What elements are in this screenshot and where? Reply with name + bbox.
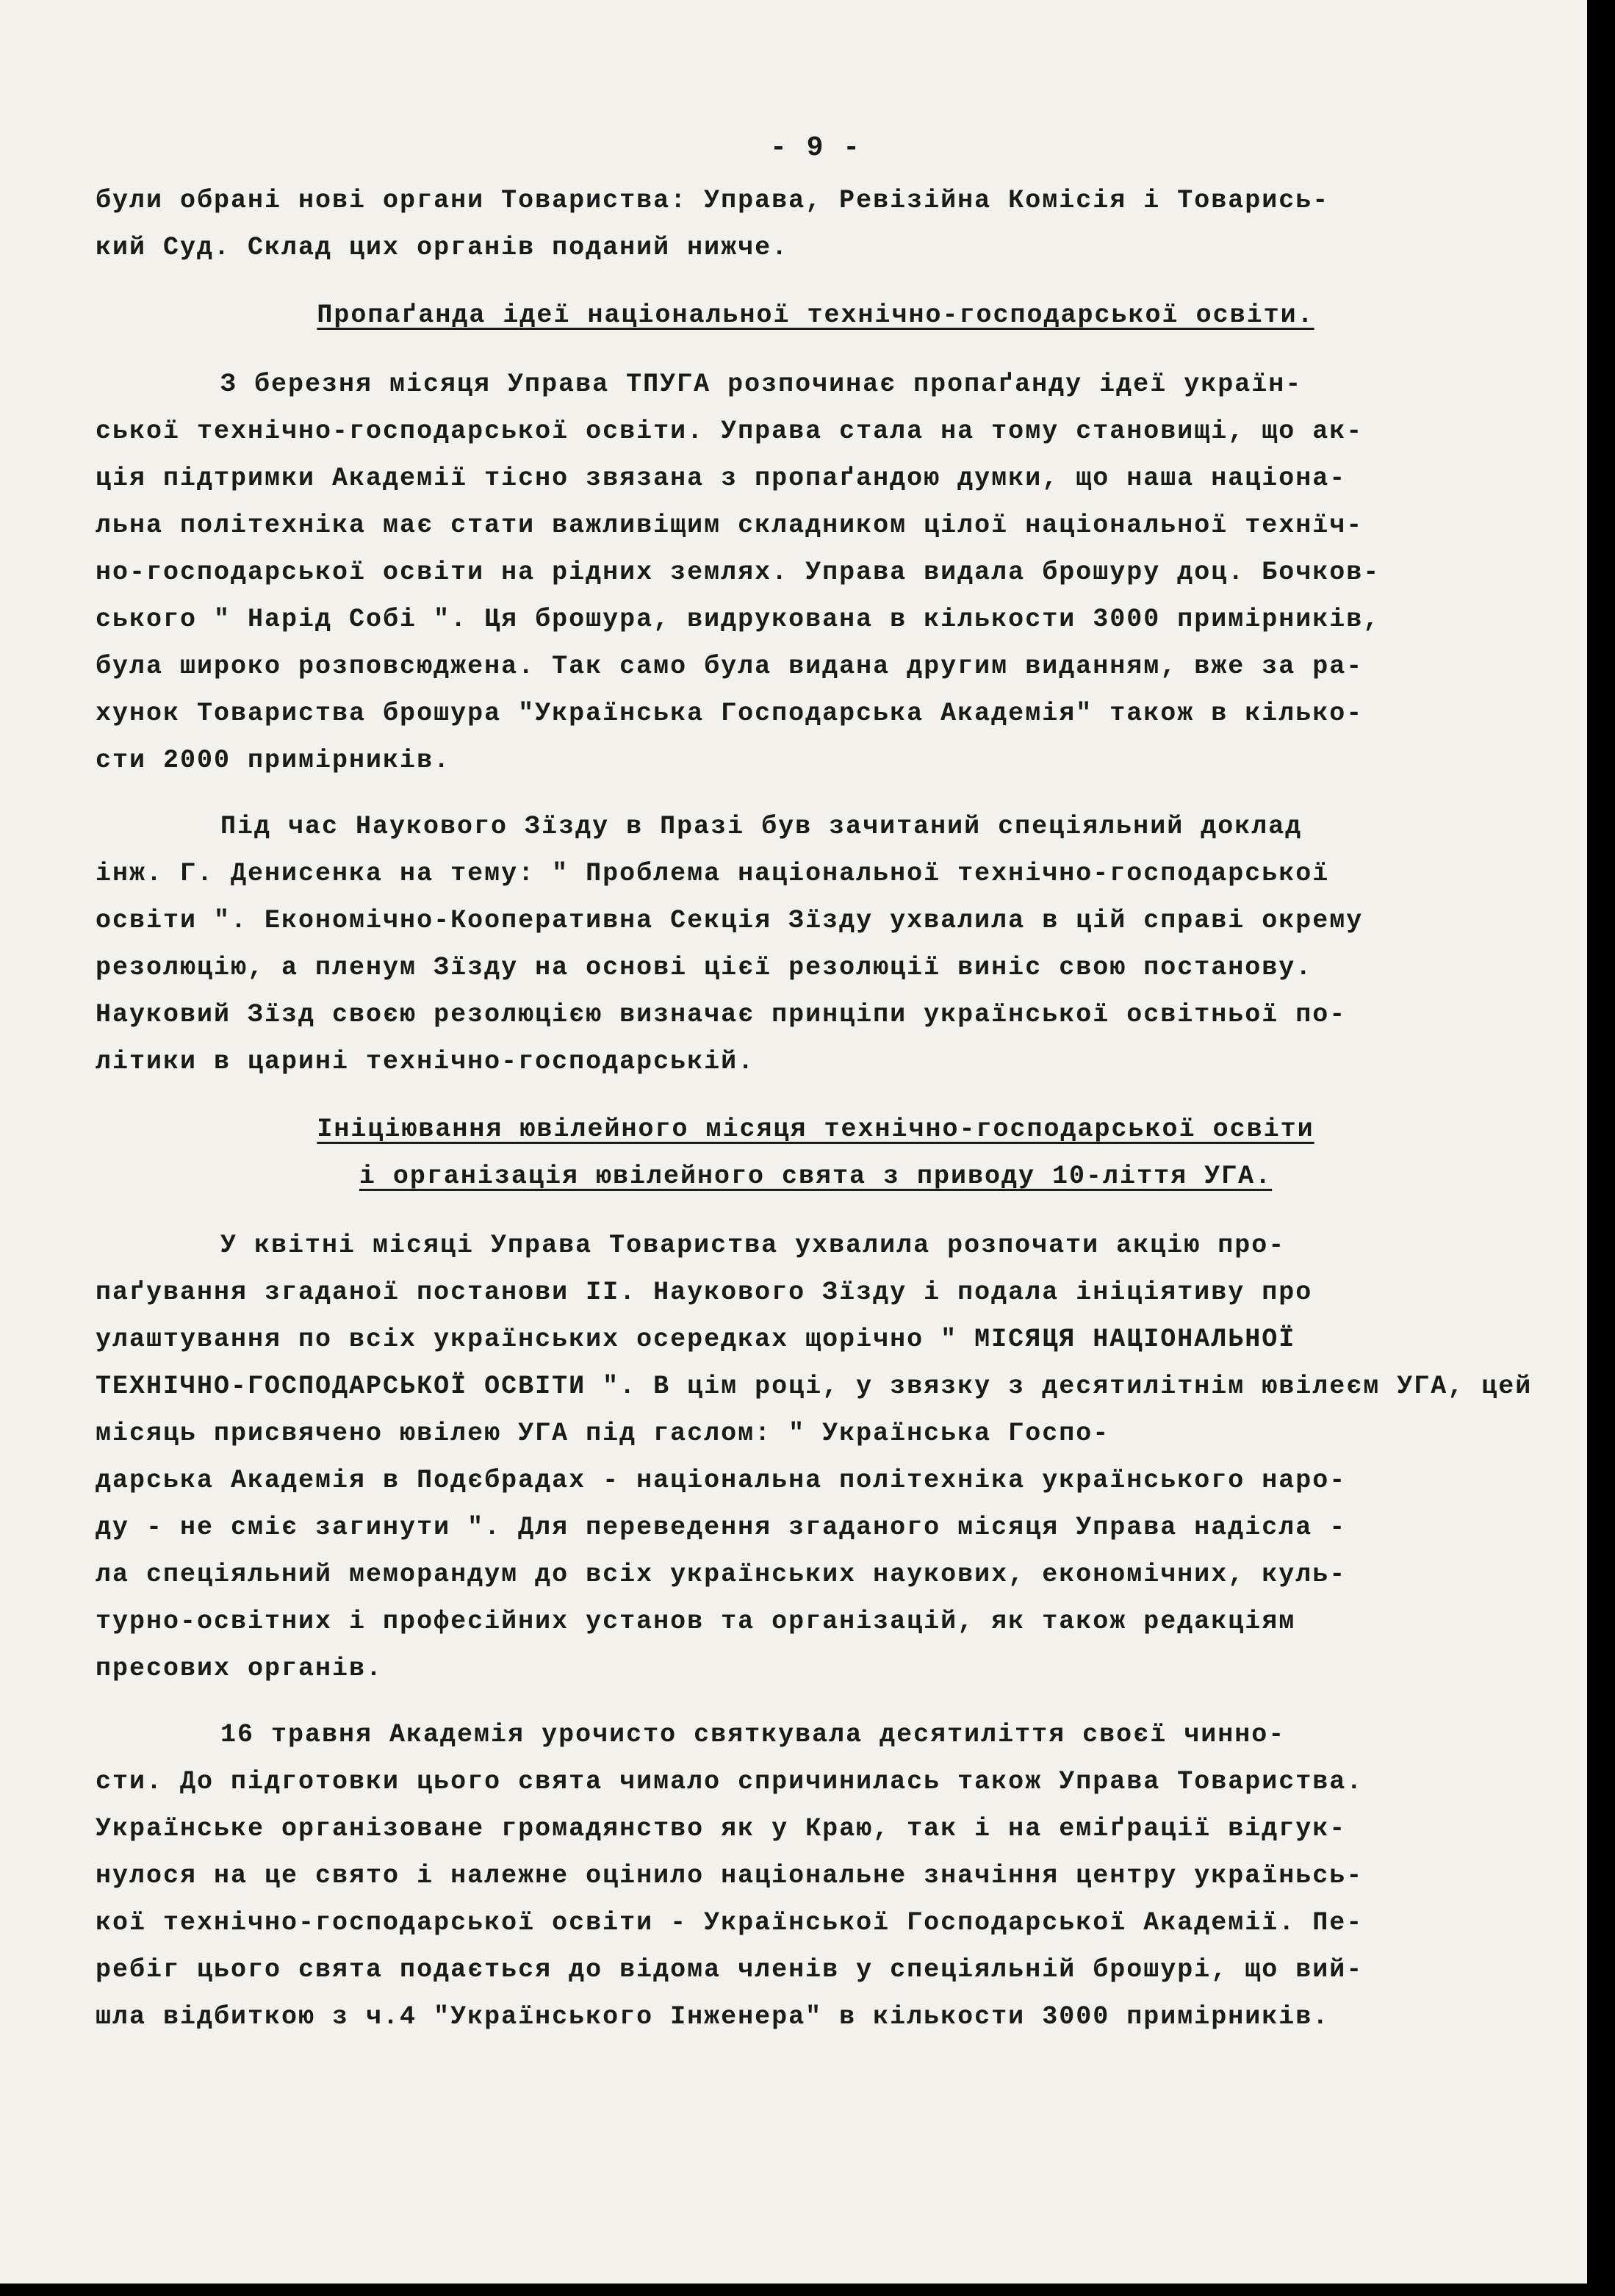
section-heading-propaganda [96, 292, 1536, 339]
page-number: - 9 - [769, 132, 862, 164]
page-content [96, 132, 1536, 2040]
paragraph-anniversary: 16 травня Академія урочисто святкувала десятиліття своєї чинно- сти. До підготовки цього свята чимало спричинилась також Управа Товариства. Українське організоване громадянство як у Краю, так і на еміґрації відгук- нулося на це свято і належне оцінило національне значіння центру україньсь- кої технічно-господарської освіти - Української Господарської Академії. Пе- ребіг цього свята подається до відома членів у спеціяльній брошурі, що вий- шла відбиткою з ч.4 "Українського Інженера" в кількости 3000 примірників. [96, 1720, 1364, 2032]
section-heading-jubilee [96, 1106, 1536, 1200]
paragraph-scientific-congress: Під час Наукового Зїзду в Празі був зачитаний спеціяльний доклад інж. Г. Денисенка на тему: " Проблема національної технічно-господарської освіти ". Економічно-Кооперативна Секція Зїзду ухвалила в цій справі окрему резолюцію, а пленум Зїзду на основі цієї резолюції виніс свою постанову. Науковий Зїзд своєю резолюцією визначає принціпи української освітньої по- літики в царині технічно-господарській. [96, 812, 1364, 1076]
heading-text: Пропаґанда ідеї національної технічно-господарської освіти. [317, 301, 1314, 330]
intro-paragraph: були обрані нові органи Товариства: Управа, Ревізійна Комісія і Товарись- кий Суд. Склад цих органів поданий нижче. [96, 186, 1330, 262]
paragraph-jubilee-month: У квітні місяці Управа Товариства ухвалила розпочати акцію про- паґування згаданої постанови II. Наукового Зїзду і подала ініціятиву про улаштування по всіх українських осередках щорічно " МІСЯЦЯ НАЦІОНАЛЬНОЇ ТЕХНІЧНО-ГОСПОДАРСЬКОЇ ОСВІТИ ". В цім році, у звязку з десятилітнім ювілеєм УГА, цей місяць присвячено ювілею УГА під гаслом: " Українська Госпо- дарська Академія в Подєбрадах - національна політехніка українського наро- ду - не сміє загинути ". Для переведення згаданого місяця Управа надісла - ла спеціяльний меморандум до всіх українських наукових, економічних, куль- турно-освітних і професійних установ та організацій, як також редакціям пресових органів. [96, 1231, 1533, 1683]
heading-text-line1: Ініціювання ювілейного місяця технічно-господарської освіти [317, 1115, 1314, 1144]
heading-text-line2: і організація ювілейного свята з приводу 10-ліття УГА. [359, 1162, 1273, 1191]
paragraph-propaganda: З березня місяця Управа ТПУГА розпочинає пропаґанду ідеї україн- ської технічно-господарської освіти. Управа стала на тому становищі, що ак- ція підтримки Академії тісно звязана з пропаґандою думки, що наша націона- льна політехніка має стати важливіщим складником цілої національної технїч- но-господарської освіти на рідних землях. Управа видала брошуру доц. Бочков- ського " Нарід Собі ". Ця брошура, видрукована в кількости 3000 примірників, була широко розповсюджена. Так само була видана другим виданням, вже за ра- хунок Товариства брошура "Українська Господарська Академія" також в кілько- сти 2000 примірників. [96, 370, 1381, 775]
